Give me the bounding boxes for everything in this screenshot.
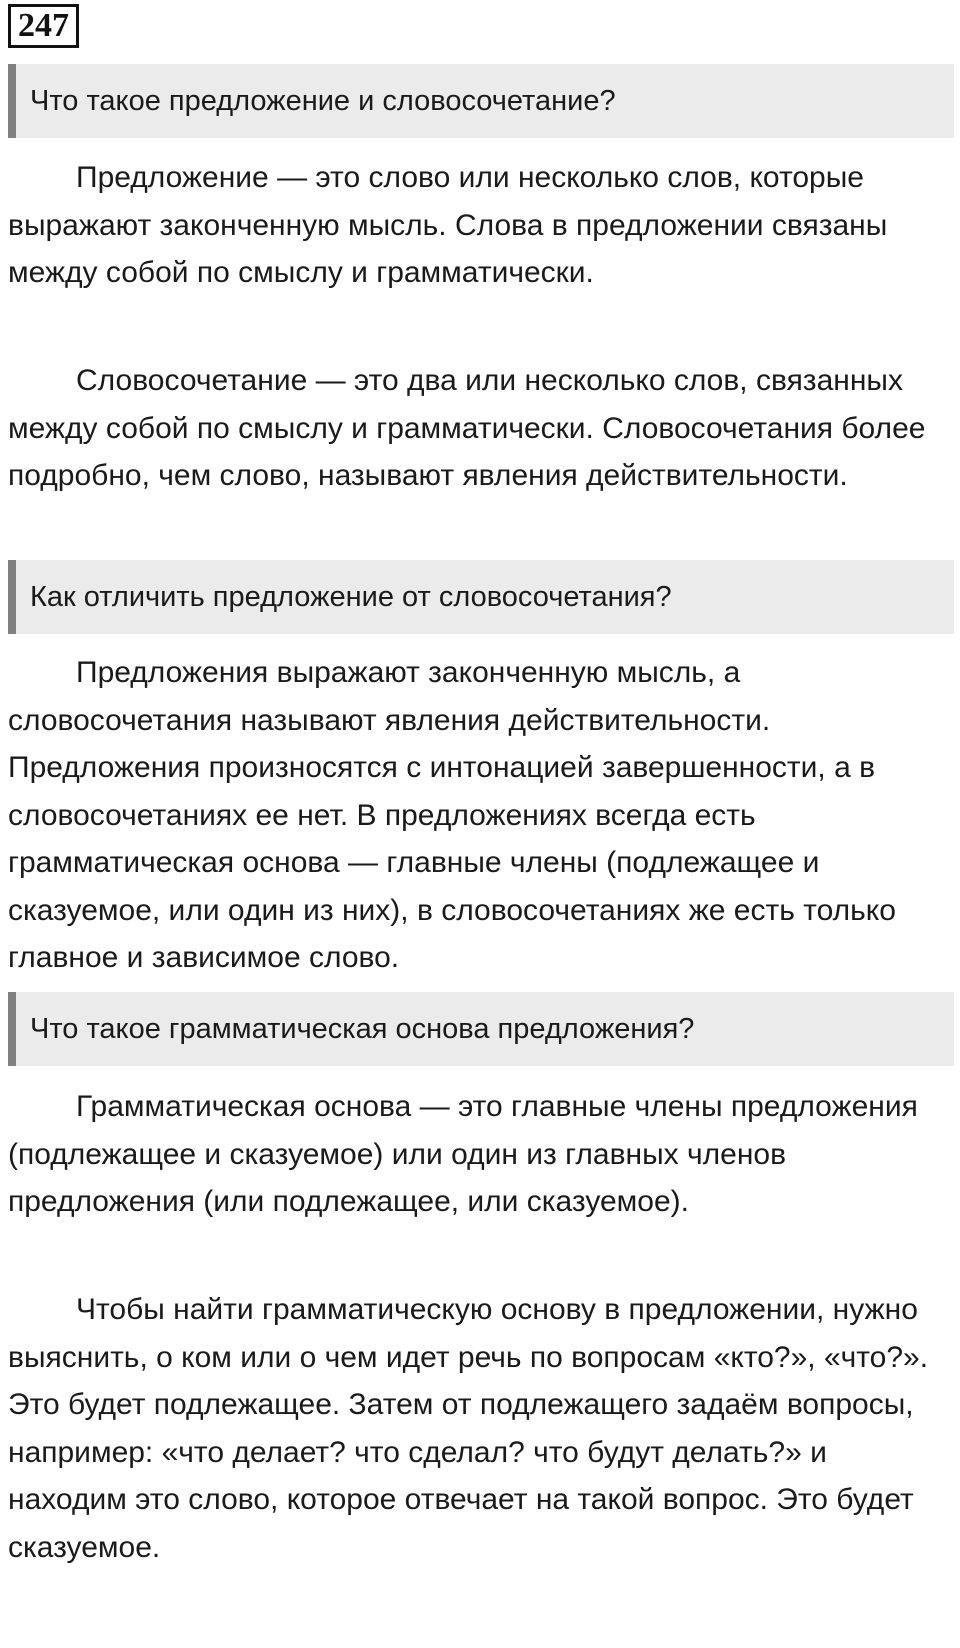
answer-paragraph-1: Предложение — это слово или несколько слов, которые выражают законченную мысль. Слова в предложении связаны между собой по смыслу и грамматически. [8, 161, 888, 289]
task-number: 247 [8, 4, 79, 48]
answer-paragraph-4: Грамматическая основа — это главные члены предложения (подлежащее и сказуемое) или один из главных членов предложения (или подлежащее, или сказуемое). [8, 1090, 918, 1218]
question-heading-2: Как отличить предложение от словосочетания? [8, 560, 954, 634]
answer-paragraph-5: Чтобы найти грамматическую основу в предложении, нужно выяснить, о ком или о чем идет речь по вопросам «кто?», «что?». Это будет подлежащее. Затем от подлежащего задаём вопросы, например: «что делает? что сделал? что будут делать?» и находим это слово, которое отвечает на такой вопрос. Это будет сказуемое. [8, 1293, 929, 1564]
answer-paragraph-2: Словосочетание — это два или несколько слов, связанных между собой по смыслу и грамматически. Словосочетания более подробно, чем слово, называют явления действительности. [8, 364, 926, 492]
question-heading-1: Что такое предложение и словосочетание? [8, 64, 954, 138]
answer-paragraph-3: Предложения выражают законченную мысль, а словосочетания называют явления действительности. Предложения произносятся с интонацией завершенности, а в словосочетаниях ее нет. В предложениях всегда есть грамматическая основа — главные члены (подлежащее и сказуемое, или один из них), в словосочетаниях же есть только главное и зависимое слово. [8, 656, 896, 974]
question-heading-3: Что такое грамматическая основа предложения? [8, 992, 954, 1066]
